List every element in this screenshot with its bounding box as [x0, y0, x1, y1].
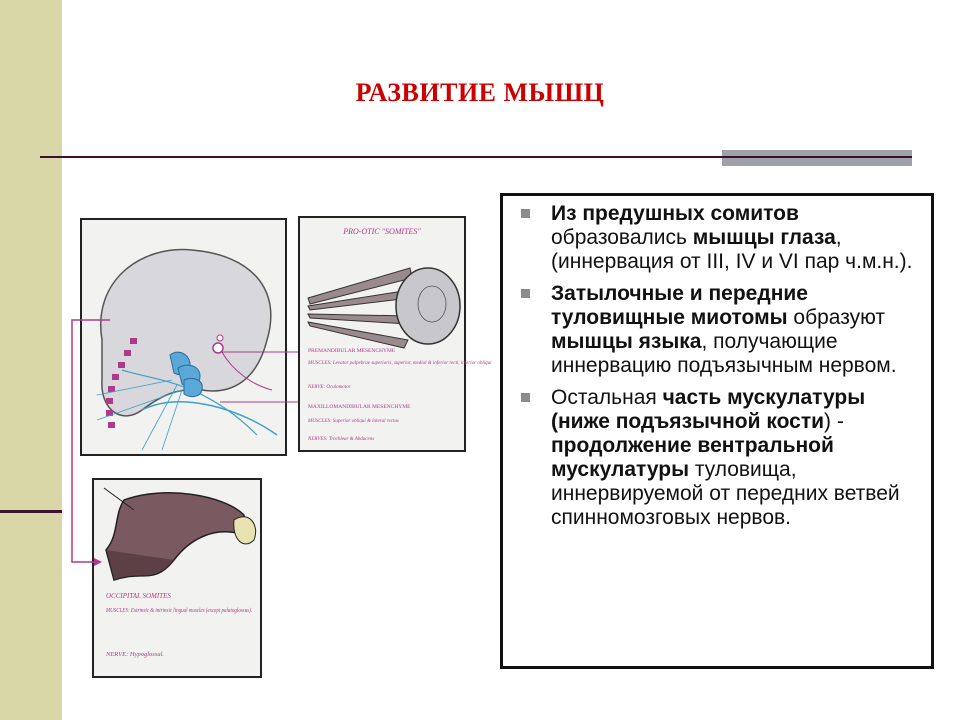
bullet-text-run: туловища, иннервируемой от передних ветвей спинномозговых нервов.	[551, 458, 900, 529]
bullet-text-run: , (иннервация от III, IV и VI пар ч.м.н.).	[551, 226, 913, 273]
bullet-bold-run: мышцы языка	[551, 330, 702, 353]
bullet-item	[511, 386, 917, 530]
eye-figure-pre-label: PREMANDIBULAR MESENCHYME	[308, 348, 396, 354]
eye-figure-maxillo-label: MAXILLOMANDIBULAR MESENCHYME	[308, 404, 411, 410]
eye-figure-nerve2: NERVES: Trochlear & Abducens	[308, 437, 375, 442]
bullet-text-run: образуют	[787, 306, 886, 329]
eye-figure-header: PRO-OTIC "SOMITES"	[343, 227, 421, 236]
bullet-bold-run: Из предушных сомитов	[551, 202, 799, 225]
eye-muscles-figure	[298, 216, 492, 452]
left-decor-band	[0, 0, 62, 720]
bullet-text-run: ) -	[824, 410, 844, 433]
eye-figure-muscles1: MUSCLES: Levator palpebrae superioris, superior, medial & inferior recti, inferior obliqui	[308, 361, 492, 366]
bullet-square-icon	[521, 289, 530, 298]
slide-title: РАЗВИТИЕ МЫШЦ	[355, 78, 605, 107]
tongue-figure-header: OCCIPITAL SOMITES	[106, 592, 171, 600]
bullet-item	[511, 282, 917, 378]
bullet-text-run: , получающие иннервацию подъязычным нервом.	[551, 330, 897, 377]
tongue-figure-nerve: NERVE: Hypoglossal.	[106, 651, 165, 658]
bullet-text-run: образовались	[551, 226, 693, 249]
content-box	[500, 193, 934, 669]
eye-figure-nerve1: NERVE: Oculomotor	[308, 385, 351, 390]
bullet-bold-run: продолжение вентральной мускулатуры	[551, 434, 834, 481]
figure-connectors	[60, 300, 310, 580]
bullet-square-icon	[521, 393, 530, 402]
bullet-list	[503, 196, 931, 530]
bullet-bold-run: часть мускулатуры (ниже подъязычной кости	[551, 386, 866, 433]
title-rule	[40, 156, 912, 158]
title-rule-accent	[722, 150, 912, 166]
eye-figure-muscles2: MUSCLES: Superior obliqui & lateral rectus	[308, 419, 399, 424]
bullet-item	[511, 202, 917, 274]
bullet-bold-run: Затылочные и передние туловищные миотомы	[551, 282, 808, 329]
left-band-divider	[0, 510, 62, 513]
bullet-text-run: Остальная	[551, 386, 663, 409]
bullet-square-icon	[521, 209, 530, 218]
bullet-bold-run: мышцы глаза	[692, 226, 836, 249]
tongue-figure-muscles: MUSCLES: Extrinsic & intrinsic lingual muscles (except palatoglossus).	[106, 608, 281, 614]
